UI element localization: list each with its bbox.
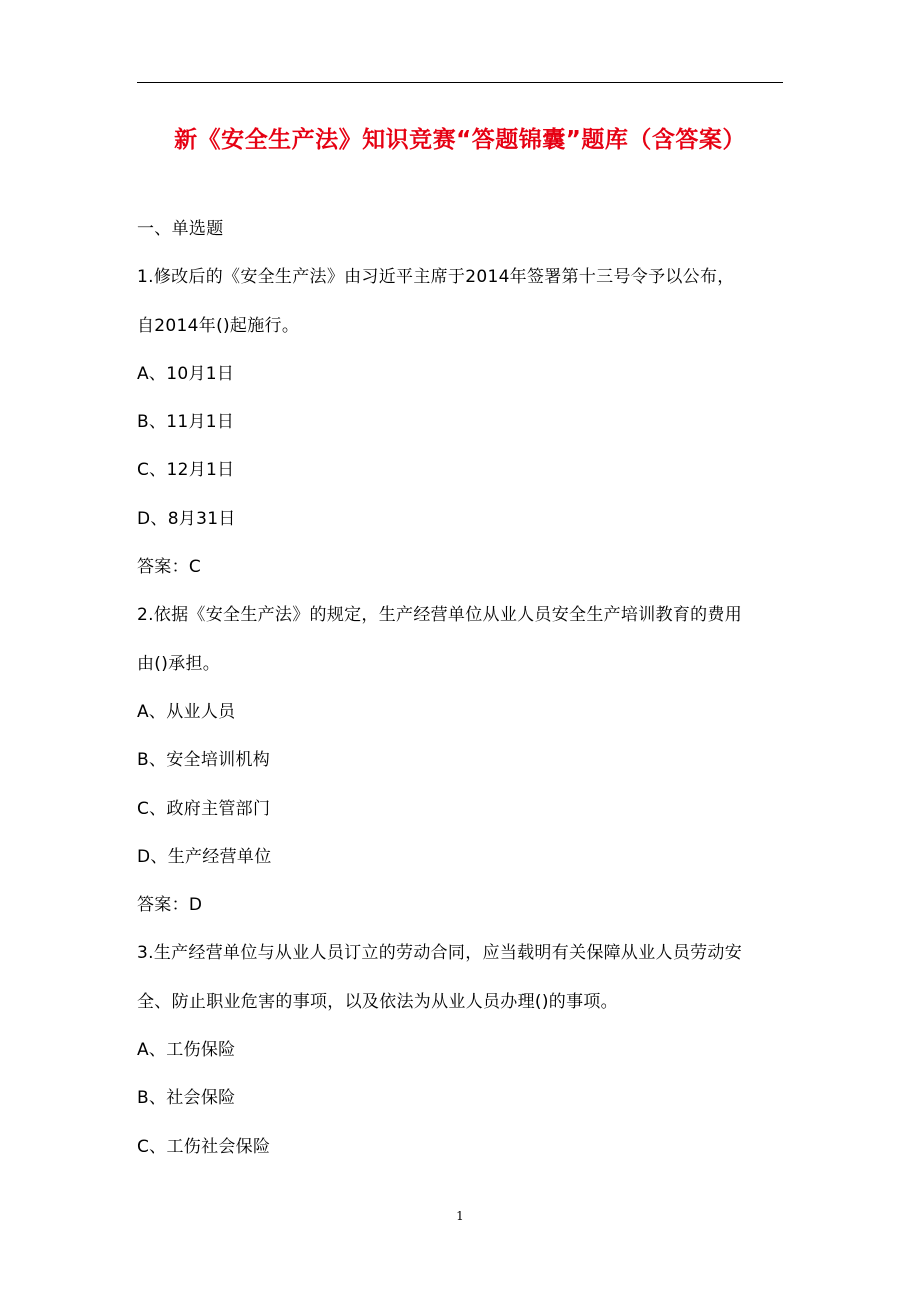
answer: 答案：C xyxy=(137,557,202,578)
header-rule xyxy=(137,82,783,83)
option-d: D、生产经营单位 xyxy=(137,846,272,867)
document-body xyxy=(137,205,787,1171)
option-a: A、从业人员 xyxy=(137,701,236,722)
page-number: 1 xyxy=(456,1209,464,1223)
option-c: C、12月1日 xyxy=(137,460,235,481)
option-b: B、安全培训机构 xyxy=(137,750,271,771)
question-stem-line: 由()承担。 xyxy=(137,653,221,674)
answer: 答案：D xyxy=(137,895,203,916)
question-3 xyxy=(137,929,787,1170)
question-stem-line: 1.修改后的《安全生产法》由习近平主席于2014年签署第十三号令予以公布， xyxy=(137,267,735,288)
option-a: A、10月1日 xyxy=(137,363,235,384)
option-a: A、工伤保险 xyxy=(137,1040,236,1061)
section-heading: 一、单选题 xyxy=(137,219,224,239)
option-b: B、11月1日 xyxy=(137,412,235,433)
option-c: C、工伤社会保险 xyxy=(137,1136,271,1157)
document-title: 新《安全生产法》知识竞赛“答题锦囊”题库（含答案） xyxy=(174,127,746,153)
option-b: B、社会保险 xyxy=(137,1088,236,1109)
question-stem-line: 全、防止职业危害的事项，以及依法为从业人员办理()的事项。 xyxy=(137,991,618,1012)
question-stem-line: 自2014年()起施行。 xyxy=(137,315,300,336)
option-d: D、8月31日 xyxy=(137,508,236,529)
question-2 xyxy=(137,591,787,929)
question-1 xyxy=(137,253,787,591)
option-c: C、政府主管部门 xyxy=(137,798,271,819)
question-stem-line: 2.依据《安全生产法》的规定，生产经营单位从业人员安全生产培训教育的费用 xyxy=(137,605,743,626)
question-stem-line: 3.生产经营单位与从业人员订立的劳动合同，应当载明有关保障从业人员劳动安 xyxy=(137,943,743,964)
